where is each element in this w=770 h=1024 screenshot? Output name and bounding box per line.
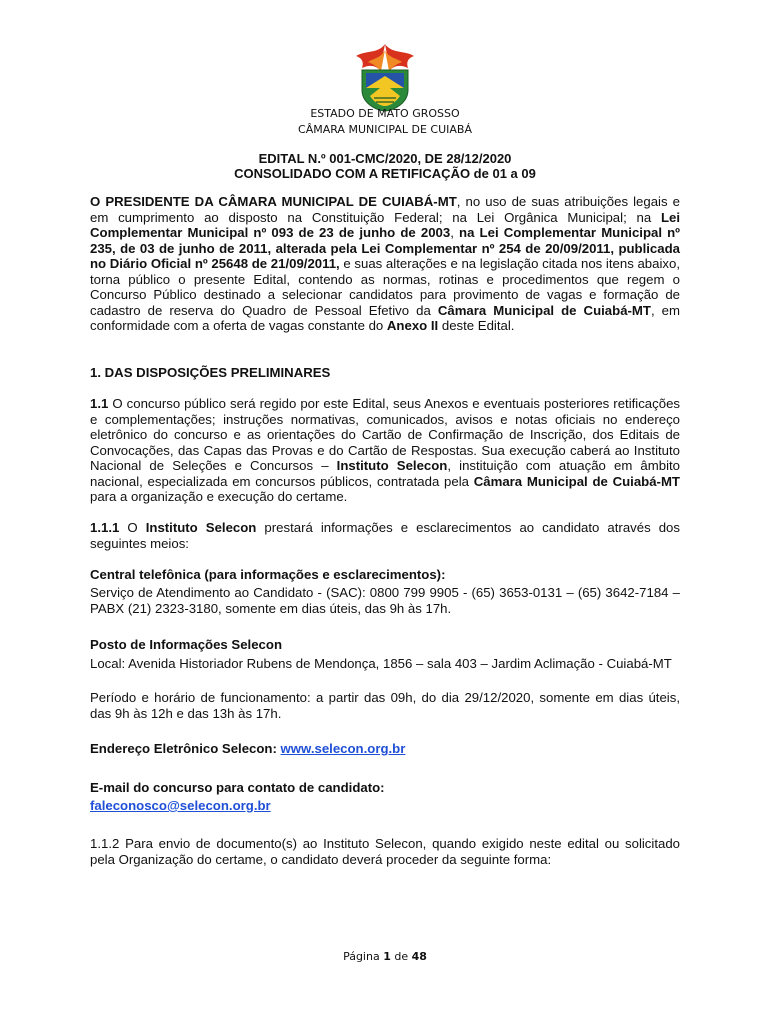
p11-text-3: para a organização e execução do certame. (90, 489, 348, 504)
document-header (0, 106, 770, 138)
email-heading: E-mail do concurso para contato de candidato: (90, 780, 385, 795)
edital-title: EDITAL N.º 001-CMC/2020, DE 28/12/2020 (258, 151, 512, 166)
intro-text-5: deste Edital. (438, 318, 515, 333)
section-heading-1: 1. DAS DISPOSIÇÕES PRELIMINARES (90, 365, 331, 380)
paragraph-1-1 (90, 396, 680, 505)
total-page-number: 48 (411, 950, 427, 963)
current-page-number: 1 (383, 950, 391, 963)
intro-law-235: na Lei Complementar Municipal nº 235, de 03 de junho de 2011, alterada pela Lei Complementar nº 254 de 20/09/2011, publicada no Diário Oficial nº 25648 de 21/09/2011, (90, 225, 680, 271)
p111-selecon: Instituto Selecon (145, 520, 257, 535)
page-footer (0, 950, 770, 963)
state-name: ESTADO DE MATO GROSSO (310, 107, 460, 120)
p111-text-1: O (119, 520, 146, 535)
website-line (90, 741, 680, 757)
website-link[interactable]: www.selecon.org.br (280, 741, 406, 756)
paragraph-number: 1.1.1 (90, 520, 120, 535)
footer-middle: de (390, 950, 412, 963)
footer-prefix: Página (343, 950, 384, 963)
p11-selecon: Instituto Selecon (336, 458, 448, 473)
coat-of-arms-icon (348, 40, 422, 112)
paragraph-1-1-2: 1.1.2 Para envio de documento(s) ao Instituto Selecon, quando exigido neste edital ou solicitado pela Organização do certame, o candidato deverá proceder da seguinte forma: (90, 836, 680, 867)
p11-text-1: O concurso público será regido por este Edital, seus Anexos e eventuais posteriores retificações e complementações; instruções normativas, comunicados, avisos e notas oficiais no endereço eletrônico do concurso e as orientações do Cartão de Confirmação de Inscrição, dos Editais de Convocações, das Capas das Provas e do Cartão de Respostas. Sua execução caberá ao Instituto Nacional de Seleções e Concursos – (90, 396, 680, 473)
intro-text-2: , (450, 225, 460, 240)
intro-annex: Anexo II (386, 318, 439, 333)
paragraph-number: 1.1 (90, 396, 109, 411)
intro-law-093: Lei Complementar Municipal nº 093 de 23 de junho de 2003 (90, 209, 680, 240)
edital-subtitle: CONSOLIDADO COM A RETIFICAÇÃO de 01 a 09 (234, 166, 536, 181)
p11-text-2: , instituição com atuação em âmbito nacional, especializada em concursos públicos, contratada pela (90, 458, 681, 489)
info-post-hours: Período e horário de funcionamento: a partir das 09h, do dia 29/12/2020, somente em dias úteis, das 9h às 12h e das 13h às 17h. (90, 690, 680, 721)
email-link[interactable]: faleconosco@selecon.org.br (90, 798, 271, 813)
intro-text-3: e suas alterações e na legislação citada nos itens abaixo, torna público o presente Edital, contendo as normas, rotinas e procedimentos que regem o Concurso Público destinado a selecionar candidatos para provimento de vagas e formação de cadastro de reserva do Quadro de Pessoal Efetivo da (90, 256, 680, 318)
p111-text-2: prestará informações e esclarecimentos ao candidato através dos seguintes meios: (90, 520, 680, 551)
intro-text-4: , em conformidade com a oferta de vagas constante do (90, 302, 680, 333)
intro-chamber: Câmara Municipal de Cuiabá-MT (437, 302, 651, 318)
p11-chamber: Câmara Municipal de Cuiabá-MT (473, 473, 680, 489)
info-post-address: Local: Avenida Historiador Rubens de Mendonça, 1856 – sala 403 – Jardim Aclimação - Cuiabá-MT (90, 656, 672, 671)
intro-president: O PRESIDENTE DA CÂMARA MUNICIPAL DE CUIABÁ-MT (90, 194, 457, 209)
phone-heading: Central telefônica (para informações e esclarecimentos): (90, 567, 446, 582)
paragraph-1-1-1 (90, 520, 680, 551)
info-post-heading: Posto de Informações Selecon (90, 637, 283, 652)
intro-paragraph (90, 194, 680, 334)
intro-text-1: , no uso de suas atribuições legais e em cumprimento ao disposto na Constituição Federal; na Lei Orgânica Municipal; na (90, 194, 680, 225)
chamber-name: CÂMARA MUNICIPAL DE CUIABÁ (298, 123, 472, 136)
website-label: Endereço Eletrônico Selecon: (90, 741, 281, 756)
phone-info: Serviço de Atendimento ao Candidato - (SAC): 0800 799 9905 - (65) 3653-0131 – (65) 3642-7184 – PABX (21) 2323-3180, somente em dias úteis, das 9h às 17h. (90, 585, 680, 616)
email-line (90, 798, 680, 814)
